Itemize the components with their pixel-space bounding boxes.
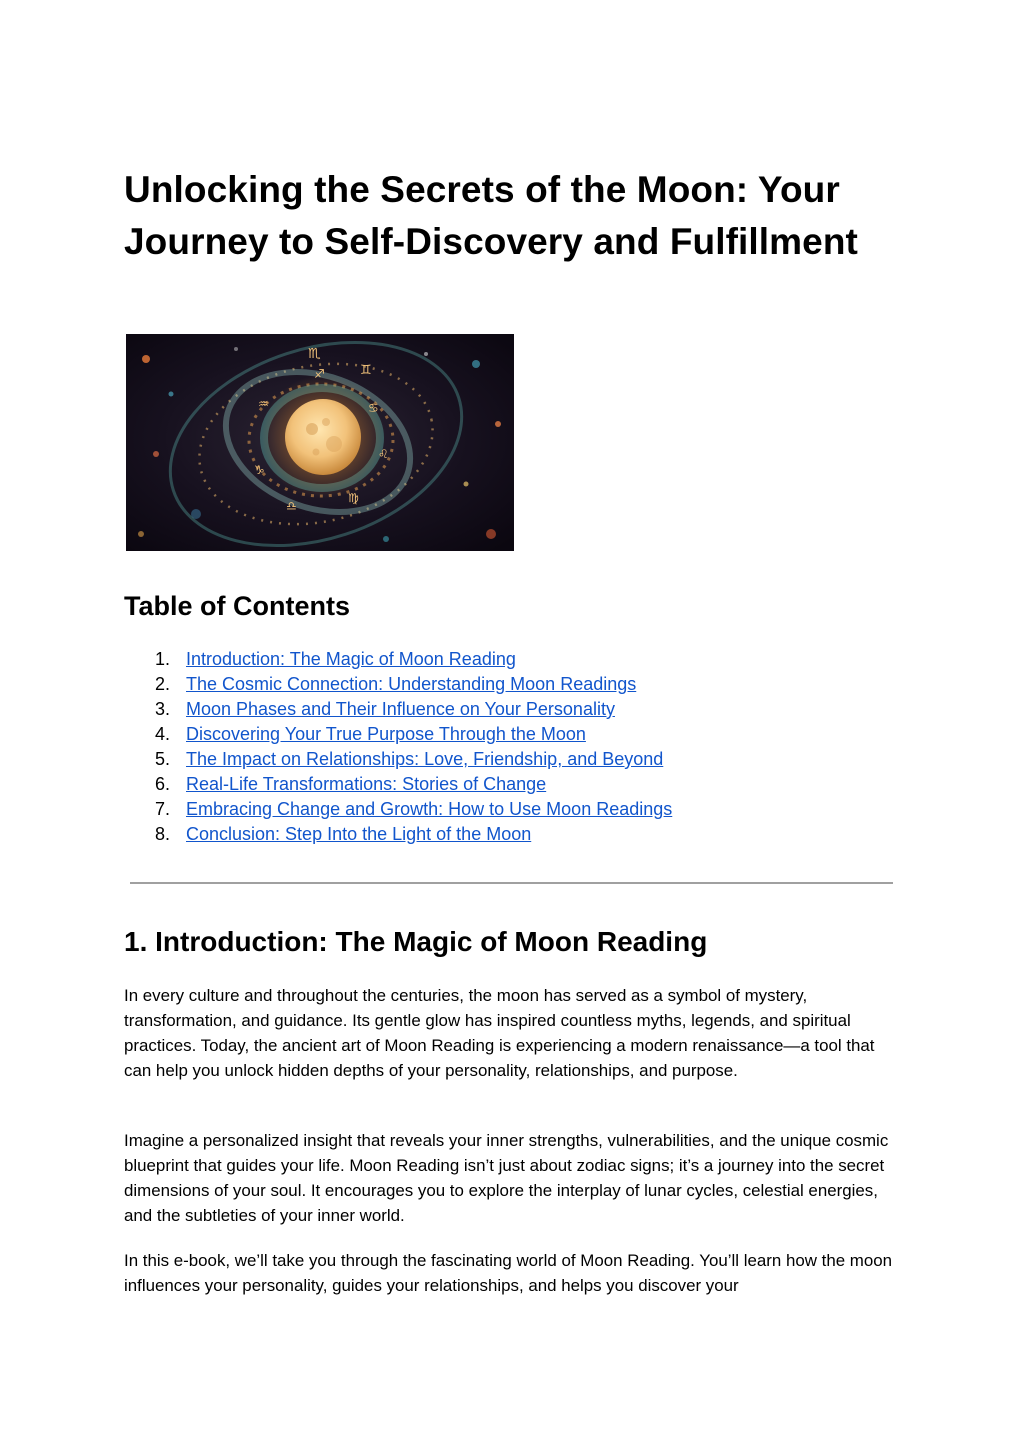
svg-text:♐: ♐ [314,367,325,381]
horizontal-divider [130,882,893,884]
svg-text:♍: ♍ [348,491,359,505]
toc-item-number: 5. [155,749,171,769]
toc-item-number: 4. [155,724,171,744]
svg-text:♋: ♋ [368,401,379,415]
toc-link-moon-phases[interactable]: Moon Phases and Their Influence on Your Personality [186,699,615,719]
toc-item [124,772,672,797]
moon-zodiac-spiral-image [126,334,514,551]
svg-text:♑: ♑ [254,463,265,477]
toc-item [124,697,672,722]
table-of-contents [124,647,672,847]
toc-item [124,647,672,672]
toc-item-number: 6. [155,774,171,794]
toc-item [124,747,672,772]
section-heading: 1. Introduction: The Magic of Moon Reading [124,926,708,957]
toc-link-transformations[interactable]: Real‑Life Transformations: Stories of Change [186,774,547,794]
body-paragraph: Imagine a personalized insight that reveals your inner strengths, vulnerabilities, and the unique cosmic blueprint that guides your life. Moon Reading isn’t just about zodiac signs; it’s a journey into the secret dimensions of your soul. It encourages you to explore the interplay of lunar cycles, celestial energies, and the subtleties of your inner world. [124,1131,889,1225]
toc-item [124,822,672,847]
svg-text:♎: ♎ [286,499,297,513]
svg-text:♒: ♒ [258,397,269,411]
svg-text:♊: ♊ [360,363,372,378]
svg-text:♏: ♏ [308,346,321,362]
body-paragraph: In this e‑book, we’ll take you through the fascinating world of Moon Reading. You’ll learn how the moon influences your personality, guides your relationships, and helps you discover your [124,1251,893,1295]
body-paragraph: In every culture and throughout the centuries, the moon has served as a symbol of mystery, transformation, and guidance. Its gentle glow has inspired countless myths, legends, and spiritual practices. Today, the ancient art of Moon Reading is experiencing a modern renaissance—a tool that can help you unlock hidden depths of your personality, relationships, and purpose. [124,986,875,1080]
toc-item-number: 3. [155,699,171,719]
toc-item-number: 2. [155,674,171,694]
toc-item [124,797,672,822]
toc-item-number: 7. [155,799,171,819]
toc-item [124,722,672,747]
toc-link-cosmic-connection[interactable]: The Cosmic Connection: Understanding Moon Readings [186,674,637,694]
toc-item [124,672,672,697]
toc-link-relationships[interactable]: The Impact on Relationships: Love, Friendship, and Beyond [186,749,664,769]
document-title: Unlocking the Secrets of the Moon: Your Journey to Self‑Discovery and Fulfillment [124,169,858,262]
toc-link-true-purpose[interactable]: Discovering Your True Purpose Through the Moon [186,724,586,744]
toc-item-number: 1. [155,649,171,669]
toc-link-introduction[interactable]: Introduction: The Magic of Moon Reading [186,649,516,669]
svg-text:♌: ♌ [378,447,389,461]
toc-link-embracing-change[interactable]: Embracing Change and Growth: How to Use Moon Readings [186,799,673,819]
toc-item-number: 8. [155,824,171,844]
toc-link-conclusion[interactable]: Conclusion: Step Into the Light of the Moon [186,824,532,844]
toc-heading: Table of Contents [124,591,350,621]
